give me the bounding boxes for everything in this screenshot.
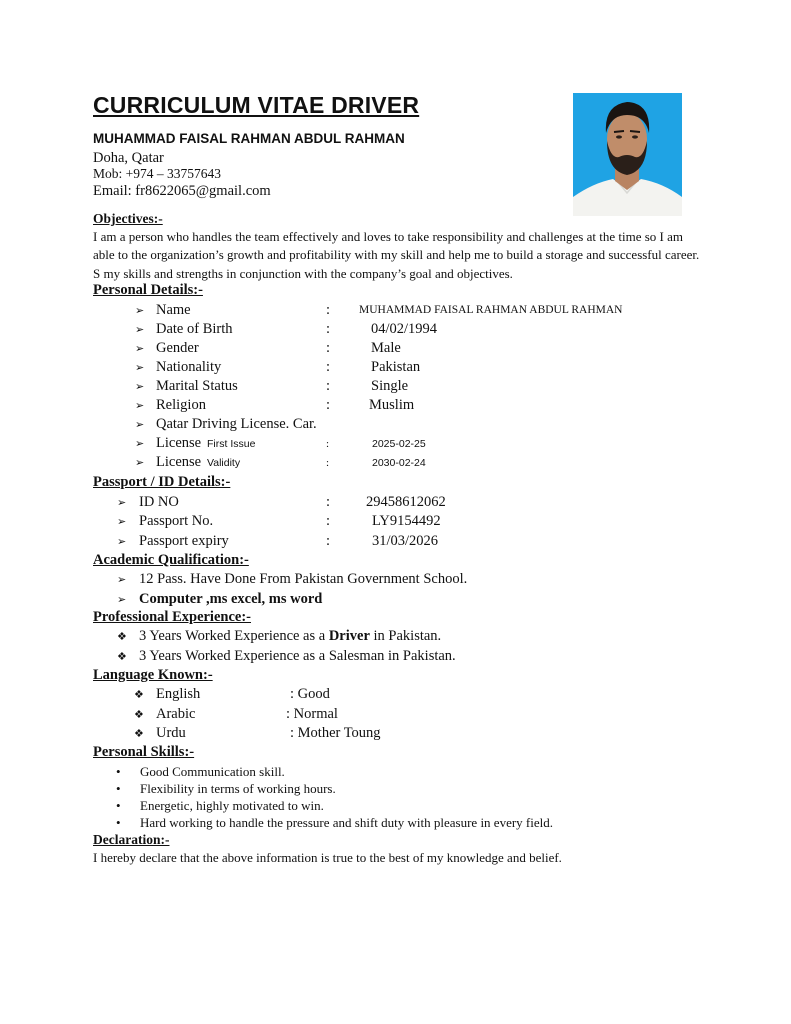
language-value: : Normal (286, 706, 338, 722)
passport-label: ID NO (139, 494, 179, 510)
arrow-bullet-icon: ➢ (117, 574, 127, 586)
personal-row (0, 454, 791, 473)
passport-sep: : (326, 513, 331, 529)
personal-label-small: First Issue (207, 438, 256, 450)
declaration-text: I hereby declare that the above information is true to the best of my knowledge and belief. (93, 850, 562, 865)
passport-row (0, 533, 791, 552)
personal-sep: : (326, 378, 331, 394)
experience-text-post: in Pakistan. (369, 628, 442, 644)
personal-label: Date of Birth (156, 321, 233, 337)
diamond-bullet-icon: ❖ (134, 709, 144, 721)
personal-value: 2030-02-24 (372, 457, 426, 469)
personal-sep: : (326, 397, 331, 413)
email: Email: fr8622065@gmail.com (93, 183, 271, 199)
dot-bullet-icon: • (116, 764, 121, 779)
academic-text: 12 Pass. Have Done From Pakistan Government School. (139, 571, 468, 587)
arrow-bullet-icon: ➢ (117, 516, 127, 528)
dot-bullet-icon: • (116, 781, 121, 796)
language-row (0, 706, 791, 725)
skill-text: Flexibility in terms of working hours. (140, 781, 336, 796)
arrow-bullet-icon: ➢ (135, 324, 145, 336)
skills-heading: Personal Skills:- (93, 744, 195, 760)
personal-row (0, 435, 791, 454)
arrow-bullet-icon: ➢ (135, 343, 145, 355)
skill-text: Energetic, highly motivated to win. (140, 798, 324, 813)
personal-sep: : (326, 340, 331, 356)
experience-text-pre: 3 Years Worked Experience as a (139, 628, 329, 644)
personal-sep: : (326, 302, 331, 318)
arrow-bullet-icon: ➢ (135, 362, 145, 374)
personal-value: Single (371, 378, 409, 394)
personal-row (0, 340, 791, 359)
personal-label: Qatar Driving License. Car. (156, 416, 317, 432)
arrow-bullet-icon: ➢ (117, 594, 127, 606)
personal-row (0, 416, 791, 435)
arrow-bullet-icon: ➢ (135, 305, 145, 317)
skill-text: Good Communication skill. (140, 764, 285, 779)
arrow-bullet-icon: ➢ (135, 438, 145, 450)
passport-row (0, 494, 791, 513)
personal-sep: : (326, 321, 331, 337)
language-label: Urdu (156, 725, 186, 741)
passport-label: Passport No. (139, 513, 214, 529)
location: Doha, Qatar (93, 150, 164, 166)
languages-heading: Language Known:- (93, 667, 213, 683)
personal-value: Male (371, 340, 401, 356)
personal-row (0, 378, 791, 397)
candidate-name: MUHAMMAD FAISAL RAHMAN ABDUL RAHMAN (93, 131, 405, 146)
personal-label: License (156, 454, 202, 470)
personal-label: License (156, 435, 202, 451)
personal-value: Pakistan (371, 359, 421, 375)
personal-row (0, 302, 791, 321)
declaration-heading: Declaration:- (93, 832, 170, 847)
passport-value: 29458612062 (366, 494, 446, 510)
skill-text: Hard working to handle the pressure and shift duty with pleasure in every field. (140, 815, 553, 830)
experience-text (139, 628, 441, 645)
language-row (0, 725, 791, 744)
dot-bullet-icon: • (116, 815, 121, 830)
experience-heading: Professional Experience:- (93, 609, 251, 625)
personal-details-heading: Personal Details:- (93, 282, 203, 298)
arrow-bullet-icon: ➢ (117, 536, 127, 548)
academic-text: Computer ,ms excel, ms word (139, 591, 323, 607)
language-value: : Good (290, 686, 330, 702)
personal-label: Religion (156, 397, 206, 413)
academic-item (0, 591, 791, 610)
academic-heading: Academic Qualification:- (93, 552, 249, 568)
passport-sep: : (326, 533, 331, 549)
passport-heading: Passport / ID Details:- (93, 474, 231, 490)
personal-value: Muslim (369, 397, 415, 413)
experience-text: 3 Years Worked Experience as a Salesman in Pakistan. (139, 648, 456, 664)
personal-sep: : (326, 438, 330, 450)
experience-item (0, 648, 791, 667)
experience-item (0, 628, 791, 647)
passport-value: 31/03/2026 (372, 533, 439, 549)
diamond-bullet-icon: ❖ (117, 631, 127, 643)
passport-value: LY9154492 (372, 513, 441, 529)
personal-label: Marital Status (156, 378, 238, 394)
personal-label-small: Validity (207, 457, 241, 469)
personal-row (0, 321, 791, 340)
objectives-text: I am a person who handles the team effectively and loves to take responsibility and challenges at the time so I am able to the organization’s growth and profitability with my skill and help me to build a storage and successful career. S my skills and strengths in conjunction with the company’s goal and objectives. (93, 229, 700, 281)
language-row (0, 686, 791, 705)
diamond-bullet-icon: ❖ (134, 689, 144, 701)
academic-item (0, 571, 791, 590)
arrow-bullet-icon: ➢ (135, 400, 145, 412)
diamond-bullet-icon: ❖ (117, 651, 127, 663)
arrow-bullet-icon: ➢ (117, 497, 127, 509)
personal-label: Gender (156, 340, 199, 356)
personal-sep: : (326, 359, 331, 375)
passport-row (0, 513, 791, 532)
personal-label: Name (156, 302, 191, 318)
personal-value: 04/02/1994 (371, 321, 438, 337)
personal-value: MUHAMMAD FAISAL RAHMAN ABDUL RAHMAN (359, 304, 623, 316)
arrow-bullet-icon: ➢ (135, 419, 145, 431)
dot-bullet-icon: • (116, 798, 121, 813)
passport-label: Passport expiry (139, 533, 229, 549)
mobile: Mob: +974 – 33757643 (93, 166, 221, 181)
profile-photo (573, 93, 682, 216)
personal-row (0, 397, 791, 416)
language-label: Arabic (156, 706, 196, 722)
arrow-bullet-icon: ➢ (135, 457, 145, 469)
personal-sep: : (326, 457, 330, 469)
personal-value: 2025-02-25 (372, 438, 426, 450)
objectives-heading: Objectives:- (93, 211, 163, 226)
experience-text-bold: Driver (328, 628, 370, 644)
passport-sep: : (326, 494, 331, 510)
language-value: : Mother Toung (290, 725, 381, 741)
diamond-bullet-icon: ❖ (134, 728, 144, 740)
personal-row (0, 359, 791, 378)
page-title: CURRICULUM VITAE DRIVER (93, 92, 420, 118)
language-label: English (156, 686, 201, 702)
arrow-bullet-icon: ➢ (135, 381, 145, 393)
personal-label: Nationality (156, 359, 222, 375)
